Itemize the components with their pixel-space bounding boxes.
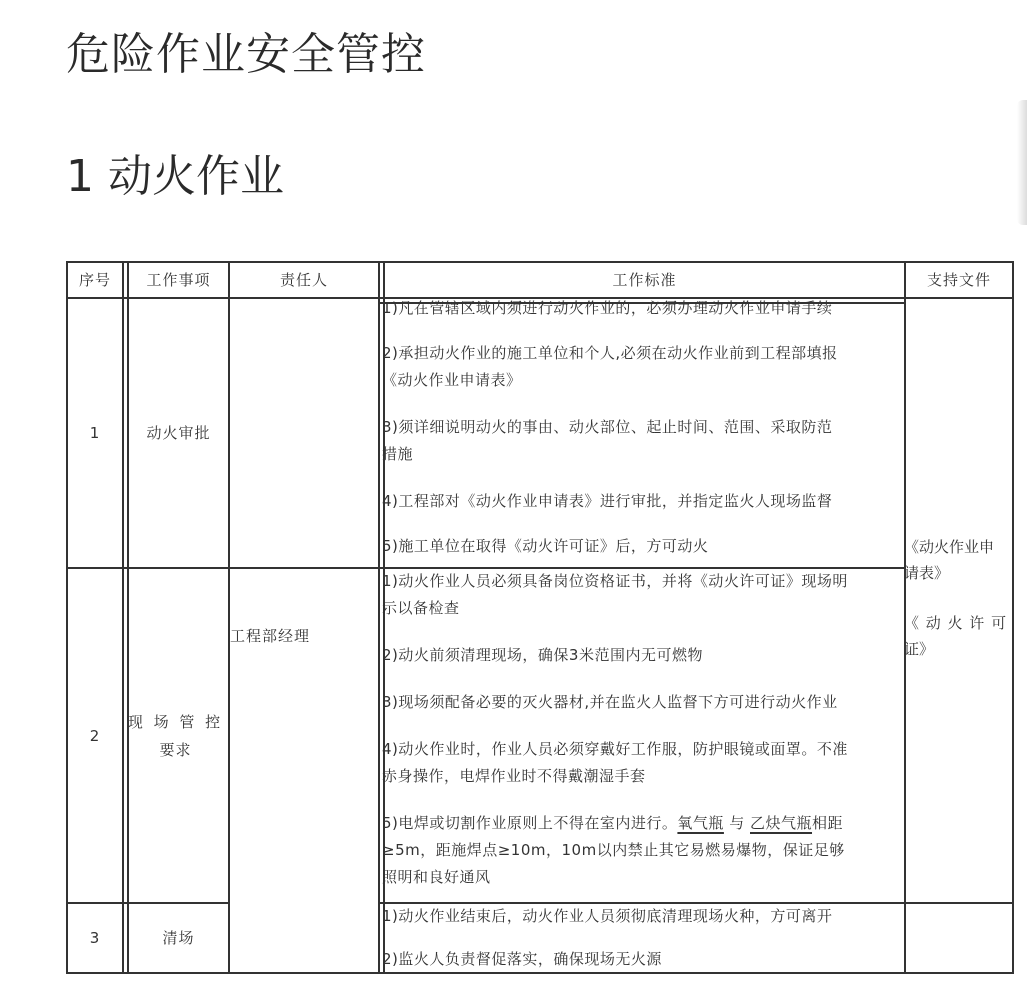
doc-1a: 《动火作业申 — [904, 538, 995, 556]
row3-no: 3 — [89, 929, 101, 947]
header-no: 序号 — [78, 271, 111, 289]
docs-cell — [904, 534, 1014, 662]
row2-std-4b: 赤身操作，电焊作业时不得戴潮湿手套 — [382, 767, 646, 785]
row1-item: 动火审批 — [146, 424, 211, 442]
row2-no: 2 — [89, 726, 101, 745]
row2-item-line1: 现 场 管 控 — [127, 712, 224, 731]
row1-std-3a: 3)须详细说明动火的事由、动火部位、起止时间、范围、采取防范 — [382, 418, 833, 436]
safety-control-table — [66, 261, 1014, 974]
row1-std-3b: 措施 — [382, 445, 414, 463]
row2-std-4a: 4)动火作业时，作业人员必须穿戴好工作服，防护眼镜或面罩。不准 — [382, 740, 848, 758]
row1-standards — [382, 295, 838, 560]
doc-1b: 请表》 — [904, 564, 950, 582]
header-owner: 责任人 — [279, 271, 328, 289]
doc-2a: 《 动 火 许 可 — [904, 614, 1008, 632]
row2-std-5-and: 与 — [729, 814, 745, 832]
header-docs: 支持文件 — [926, 271, 991, 289]
row1-std-4: 4)工程部对《动火作业申请表》进行审批，并指定监火人现场监督 — [382, 492, 833, 510]
col-line-4 — [378, 261, 380, 974]
header-item: 工作事项 — [146, 271, 211, 289]
row2-standards — [382, 568, 848, 891]
row1-std-2a: 2)承担动火作业的施工单位和个人,必须在动火作业前到工程部填报 — [382, 344, 838, 362]
header-standard: 工作标准 — [612, 271, 677, 289]
row2-std-2: 2)动火前须清理现场，确保3米范围内无可燃物 — [382, 646, 703, 664]
row1-std-2b: 《动火作业申请表》 — [382, 371, 522, 389]
oxygen-cylinder-term: 氧气瓶 — [677, 814, 724, 832]
row3-std-2: 2)监火人负责督促落实，确保现场无火源 — [382, 950, 662, 968]
row2-std-5-prefix: 5)电焊或切割作业原则上不得在室内进行。 — [382, 814, 678, 832]
row2-std-3: 3)现场须配备必要的灭火器材,并在监火人监督下方可进行动火作业 — [382, 693, 838, 711]
row2-item-line2: 要求 — [159, 740, 192, 759]
row2-std-1a: 1)动火作业人员必须具备岗位资格证书，并将《动火许可证》现场明 — [382, 572, 848, 590]
row2-std-1b: 示以备检查 — [382, 599, 460, 617]
row2-item — [123, 569, 228, 902]
section-heading: 1 动火作业 — [66, 151, 284, 202]
row3-standards — [382, 903, 832, 973]
row1-no: 1 — [89, 424, 101, 442]
page-edge-shadow — [1017, 100, 1027, 225]
doc-2b: 证》 — [904, 640, 935, 658]
page-title: 危险作业安全管控 — [66, 29, 426, 80]
row1-std-5: 5)施工单位在取得《动火许可证》后，方可动火 — [382, 537, 709, 555]
row2-std-5a — [382, 810, 848, 837]
owner-cell: 工程部经理 — [230, 626, 311, 645]
row2-std-5b: ≥5m，距施焊点≥10m，10m以内禁止其它易燃易爆物，保证足够 — [382, 841, 845, 859]
acetylene-cylinder-term: 乙炔气瓶 — [750, 814, 813, 832]
row2-std-5-suffix: 相距 — [812, 814, 844, 832]
row2-std-5c: 照明和良好通风 — [382, 868, 491, 886]
row3-std-1: 1)动火作业结束后，动火作业人员须彻底清理现场火种，方可离开 — [382, 907, 833, 925]
row3-item: 清场 — [162, 929, 195, 947]
row1-std-1: 1)凡在管辖区域内须进行动火作业的，必须办理动火作业申请手续 — [382, 299, 833, 317]
